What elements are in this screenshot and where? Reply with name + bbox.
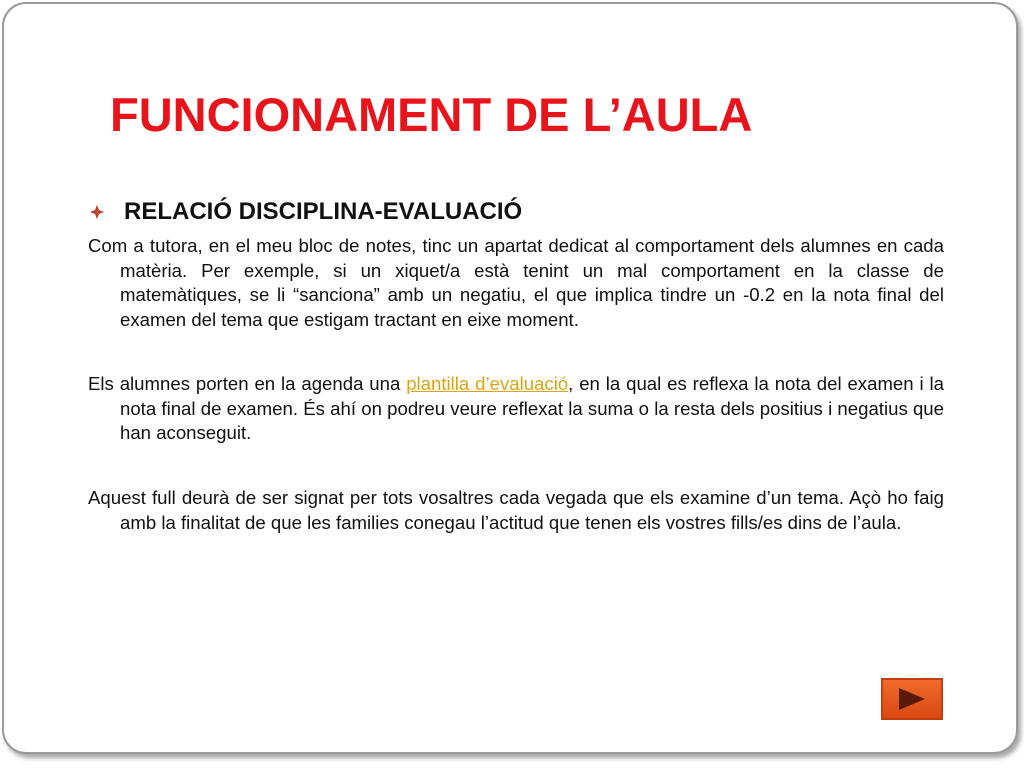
next-slide-button[interactable] <box>881 678 943 720</box>
section-heading-row <box>90 196 522 228</box>
paragraph-agenda-text-start: Els alumnes porten en la agenda una <box>88 373 407 394</box>
paragraph-behaviour: Com a tutora, en el meu bloc de notes, tinc un apartat dedicat al comportament dels alumnes en cada matèria. Per exemple, si un xiquet/a està tenint un mal comportament en la classe de matemàtiques, se li “sanciona” amb un negatiu, el que implica tindre un -0.2 en la nota final del examen del tema que estigam tractant en eixe moment. <box>88 235 944 330</box>
slide <box>2 2 1018 754</box>
play-triangle-icon <box>897 687 927 711</box>
diamond-bullet-icon <box>90 205 104 219</box>
paragraph-agenda <box>88 372 944 446</box>
section-heading: RELACIÓ DISCIPLINA-EVALUACIÓ <box>124 198 523 225</box>
paragraph-agenda-text-end: , en la qual es reflexa la nota del examen i la nota final de examen. És ahí on podreu veure reflexat la suma o la resta dels positius i negatius que han aconseguit. <box>120 373 944 443</box>
slide-title: FUNCIONAMENT DE L’AULA <box>110 88 753 141</box>
paragraph-signature: Aquest full deurà de ser signat per tots vosaltres cada vegada que els examine d’un tema. Açò ho faig amb la finalitat de que les families conegau l’actitud que tenen els vostres fills/es dins de l’aula. <box>88 487 944 533</box>
plantilla-evaluacio-link[interactable]: plantilla d’evaluació <box>406 373 569 394</box>
